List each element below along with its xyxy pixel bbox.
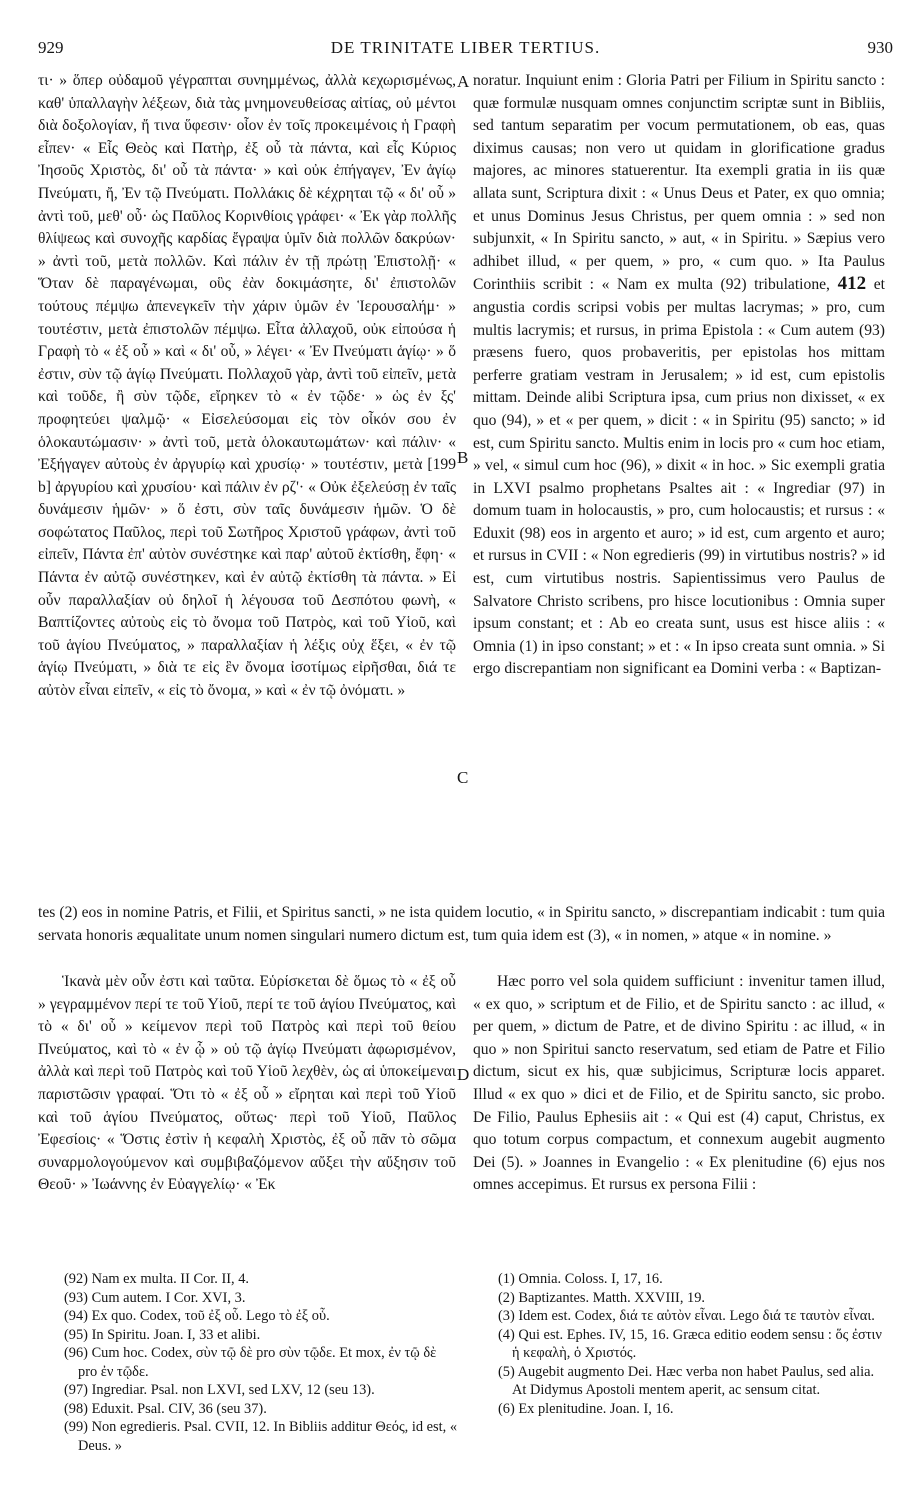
latin-text-bottom: Hæc porro vel sola quidem sufficiunt : invenitur tamen illud, « ex quo, » scriptum et de Filio, et de Spiritu sancto : ac illud, « per quem, » dictum de Patre, et de divino Spiritu : ac illud, « in quo » non Spiritui sancto reservatum, sed etiam de Patre et Filio dictum, sicut ex his, quæ subjicimus, Scripturæ locis apparet. Illud « ex quo » dici et de Filio, et de Spiritu sancto, sic probo. De Filio, Paulus Ephesiis ait : « Qui est (4) caput, Christus, ex quo totum corpus compactum, et connexum augebit augmento Dei (5). » Joannes in Evangelio : « Ex plenitudine (6) ejus nos omnes accepimus. Et rursus ex persona Filii : bbox=[473, 973, 885, 1194]
footnote-right: (2) Baptizantes. Matth. XXVIII, 19. bbox=[498, 1289, 706, 1306]
footnote-right: (6) Ex plenitudine. Joan. I, 16. bbox=[498, 1400, 674, 1417]
greek-column-top bbox=[38, 70, 456, 703]
running-header bbox=[38, 38, 893, 62]
footnotes-left bbox=[64, 1270, 458, 1455]
footnote-right: (3) Idem est. Codex, διά τε αὐτὸν εἶναι. Lego διά τε ταυτὸν εἶναι. bbox=[498, 1308, 875, 1324]
footnote-left: (92) Nam ex multa. II Cor. II, 4. bbox=[64, 1271, 250, 1287]
latin-full-width-paragraph bbox=[38, 902, 885, 947]
latin-text-top bbox=[473, 70, 885, 681]
bold-column-number: 412 bbox=[837, 273, 867, 295]
latin-text-top-part1: noratur. Inquiunt enim : Gloria Patri per Filium in Spiritu sancto : quæ formulæ nusquam omnes conjunctim scriptæ sunt in Bibliis, sed tantum separatim per vocum permutationem, ob eas, quas diximus causas; non vero ut quidam in glorificatione gradus majores, ac minores statuerentur. Ita exempli gratia in iis quæ allata sunt, Scriptura dixit : « Unus Deus et Pater, ex quo omnia; et unus Dominus Jesus Christus, per quem omnia : » sed non subjunxit, « In Spiritu sancto, » aut, « in Spiritu. » Sæpius vero adhibet illud, « per quem, » pro, « cum quo. » Ita Paulus Corinthiis scribit : « Nam ex multa (92) tribulatione, bbox=[473, 72, 885, 294]
footnote-right: (5) Augebit augmento Dei. Hæc verba non habet Paulus, sed alia. At Didymus Apostoli mentem aperit, ac sensum citat. bbox=[498, 1363, 875, 1398]
footnote-right: (1) Omnia. Coloss. I, 17, 16. bbox=[498, 1271, 663, 1287]
footnote-left: (95) In Spiritu. Joan. I, 33 et alibi. bbox=[64, 1326, 261, 1343]
page-number-left: 929 bbox=[38, 38, 64, 57]
greek-text-top: τι· » ὅπερ οὐδαμοῦ γέγραπται συνημμένως, ἀλλὰ κεχωρισμένως, καθ' ὑπαλλαγὴν λέξεων, διὰ τὰς μνημονευθείσας αἰτίας, οὐ μέντοι διὰ δοξολογίαν, ἤ τινα ὕφεσιν· οἷον ἐν τοῖς προκειμένοις ἡ Γραφὴ εἶπεν· « Εἷς Θεὸς καὶ Πατὴρ, ἐξ οὗ τὰ πάντα, καὶ εἷς Κύριος Ἰησοῦς Χριστὸς, δι' οὗ τὰ πάντα· » καὶ οὐκ ἐπήγαγεν, Ἐν ἁγίῳ Πνεύματι, ἤ, Ἐν τῷ Πνεύματι. Πολλάκις δὲ κέχρηται τῷ « δι' οὗ » ἀντὶ τοῦ, μεθ' οὗ· ὡς Παῦλος Κορινθίοις γράφει· « Ἐκ γὰρ πολλῆς θλίψεως καὶ συνοχῆς καρδίας ἔγραψα ὑμῖν διὰ πολλῶν δακρύων· » ἀντὶ τοῦ, μετὰ πολλῶν. Καὶ πάλιν ἐν τῇ πρώτῃ Ἐπιστολῇ· « Ὅταν δὲ παραγένωμαι, οὓς ἐὰν δοκιμάσητε, δι' ἐπιστολῶν τούτους πέμψω ἀπενεγκεῖν τὴν χάριν ὑμῶν ἐν Ἱερουσαλήμ· » τουτέστιν, μετὰ ἐπιστολῶν πέμψω. Εἶτα ἀλλαχοῦ, οὐκ εἰπούσα ἡ Γραφὴ τὸ « ἐξ οὗ » καὶ « δι' οὗ, » λέγει· « Ἐν Πνεύματι ἁγίῳ· » ὅ ἐστιν, σὺν τῷ ἁγίῳ Πνεύματι. Πολλαχοῦ γὰρ, ἀντὶ τοῦ εἰπεῖν, μετὰ καὶ τοῦδε, ἢ σὺν τῷδε, εἴρηκεν τὸ « ἐν τῷδε· » ὡς ἐν ξς' προφητεύει ψαλμῷ· « Εἰσελεύσομαι εἰς τὸν οἶκόν σου ἐν ὁλοκαυτώμασιν· » ἀντὶ τοῦ, μετὰ ὁλοκαυτωμάτων· καὶ πάλιν· « Ἐξήγαγεν αὐτοὺς ἐν ἀργυρίῳ καὶ χρυσίῳ· » τουτέστιν, μετὰ [199 b] ἀργυρίου καὶ χρυσίου· καὶ πάλιν ἐν ρζ'· « Οὐκ ἐξελεύσῃ ἐν ταῖς δυνάμεσιν ἡμῶν· » ὅ ἐστι, σὺν ταῖς δυνάμεσιν ἡμῶν. Ὁ δὲ σοφώτατος Παῦλος, περὶ τοῦ Σωτῆρος Χριστοῦ γράφων, ἀντὶ τοῦ εἰπεῖν, Πάντα ἐπ' αὐτὸν συνέστηκε καὶ παρ' αὐτοῦ ἐκτίσθη, ἔφη· « Πάντα ἐν αὐτῷ συνέστηκεν, καὶ ἐν αὐτῷ ἐκτίσθη τὰ πάντα. » Εἰ οὖν παραλλαξίαν οὐ δηλοῖ ἡ λέγουσα τοῦ Δεσπότου φωνὴ, « Βαπτίζοντες αὐτοὺς εἰς τὸ ὄνομα τοῦ Πατρὸς, καὶ τοῦ Υἱοῦ, καὶ τοῦ ἁγίου Πνεύματος, » παραλλαξίαν ἡ λέξις οὐχ ἕξει, « ἐν τῷ ἁγίῳ Πνεύματι, » διὰ τε εἰς ἓν ὄνομα ἰσοτίμως εἰρῆσθαι, διά τε αὐτὸν εἶναι εἰπεῖν, « εἰς τὸ ὄνομα, » καὶ « ἐν τῷ ὀνόματι. » bbox=[38, 72, 456, 700]
latin-full-text: tes (2) eos in nomine Patris, et Filii, et Spiritus sancti, » ne ista quidem locutio, « in Spiritu sancto, » discrepantiam indicabit : tum quia servata honoris æqualitate unum nomen singulari numero dictum est, tum quia idem est (3), « in nomen, » atque « in nomine. » bbox=[38, 904, 885, 944]
margin-letter-a: A bbox=[457, 72, 470, 91]
margin-letter-d: D bbox=[457, 1065, 470, 1084]
latin-column-top bbox=[473, 70, 885, 681]
footnote-left: (96) Cum hoc. Codex, σὺν τῷ δὲ pro σὺν τῷδε. Et mox, ἐν τῷ δὲ pro ἐν τῷδε. bbox=[64, 1345, 437, 1380]
footnote-left: (99) Non egredieris. Psal. CVII, 12. In Bibliis additur Θεός, id est, « Deus. » bbox=[64, 1419, 458, 1454]
running-title: DE TRINITATE LIBER TERTIUS. bbox=[330, 38, 601, 57]
footnote-left: (93) Cum autem. I Cor. XVI, 3. bbox=[64, 1289, 246, 1306]
latin-column-bottom bbox=[473, 971, 885, 1197]
footnote-left: (94) Ex quo. Codex, τοῦ ἐξ οὗ. Lego τὸ ἐξ οὗ. bbox=[64, 1308, 330, 1324]
page-number-right: 930 bbox=[867, 38, 893, 57]
footnotes-right bbox=[498, 1270, 884, 1418]
greek-column-bottom bbox=[38, 971, 456, 1197]
footnote-right: (4) Qui est. Ephes. IV, 15, 16. Græca editio eodem sensu : ὅς ἐστιν ἡ κεφαλὴ, ὁ Χριστός. bbox=[498, 1326, 882, 1361]
margin-letter-b: B bbox=[457, 448, 469, 467]
footnote-left: (98) Eduxit. Psal. CIV, 36 (seu 37). bbox=[64, 1400, 267, 1417]
latin-text-top-part2: et angustia cordis scripsi vobis per multas lacrymas; » pro, cum multis lacrymis; et rursus, in prima Epistola : « Cum autem (93) præsens fuero, quos probaveritis, per epistolas hos mittam perferre gratiam vestram in Jerusalem; » id est, cum epistolis mittam. Deinde alibi Scriptura ipsa, cum prius non dixisset, « ex quo (94), » et « per quem, » dicit : « in Spiritu (95) sancto; » id est, cum Spiritu sancto. Multis enim in locis pro « cum hoc etiam, » vel, « simul cum hoc (96), » dixit « in hoc. » Sic exempli gratia in LXVI psalmo prophetans Psaltes ait : « Ingrediar (97) in domum tuam in holocaustis, » pro, cum holocaustis; et rursus : « Eduxit (98) eos in argento et auro; » id est, cum argento et auro; et rursus in CVII : « Non egredieris (99) in virtutibus nostris? » id est, cum virtutibus nostris. Sapientissimus vero Paulus de Salvatore Christo scribens, pro hisce locutionibus : Omnia super ipsum constant; et : Ab eo creata sunt, usus est hisce aliis : « Omnia (1) in ipso constant; » et : « In ipso creata sunt omnia. » Si ergo discrepantiam non significant ea Domini verba : « Baptizan- bbox=[473, 276, 886, 678]
footnote-left: (97) Ingrediar. Psal. non LXVI, sed LXV, 12 (seu 13). bbox=[64, 1382, 375, 1398]
greek-text-bottom: Ἱκανὰ μὲν οὖν ἐστι καὶ ταῦτα. Εὑρίσκεται δὲ ὅμως τὸ « ἐξ οὗ » γεγραμμένον περί τε τοῦ Υἱοῦ, περί τε τοῦ ἁγίου Πνεύματος, καὶ τὸ « δι' οὗ » κείμενον περὶ τοῦ Πατρὸς καὶ περὶ τοῦ θείου Πνεύματος, καὶ τὸ « ἐν ᾧ » οὐ τῷ ἁγίῳ Πνεύματι ἀφωρισμένον, ἀλλὰ καὶ περὶ τοῦ Πατρὸς καὶ τοῦ Υἱοῦ λεχθὲν, ὡς αἱ ὑποκείμεναι παριστῶσιν γραφαί. Ὅτι τὸ « ἐξ οὗ » εἴρηται καὶ περὶ τοῦ Υἱοῦ καὶ τοῦ ἁγίου Πνεύματος, οὕτως· περὶ τοῦ Υἱοῦ, Παῦλος Ἐφεσίοις· « Ὅστις ἐστὶν ἡ κεφαλὴ Χριστὸς, ἐξ οὗ πᾶν τὸ σῶμα συναρμολογούμενον καὶ συμβιβαζόμενον αὔξει τὴν αὔξησιν τοῦ Θεοῦ· » Ἰωάννης ἐν Εὐαγγελίῳ· « Ἐκ bbox=[38, 973, 456, 1194]
margin-letter-c: C bbox=[457, 768, 469, 787]
